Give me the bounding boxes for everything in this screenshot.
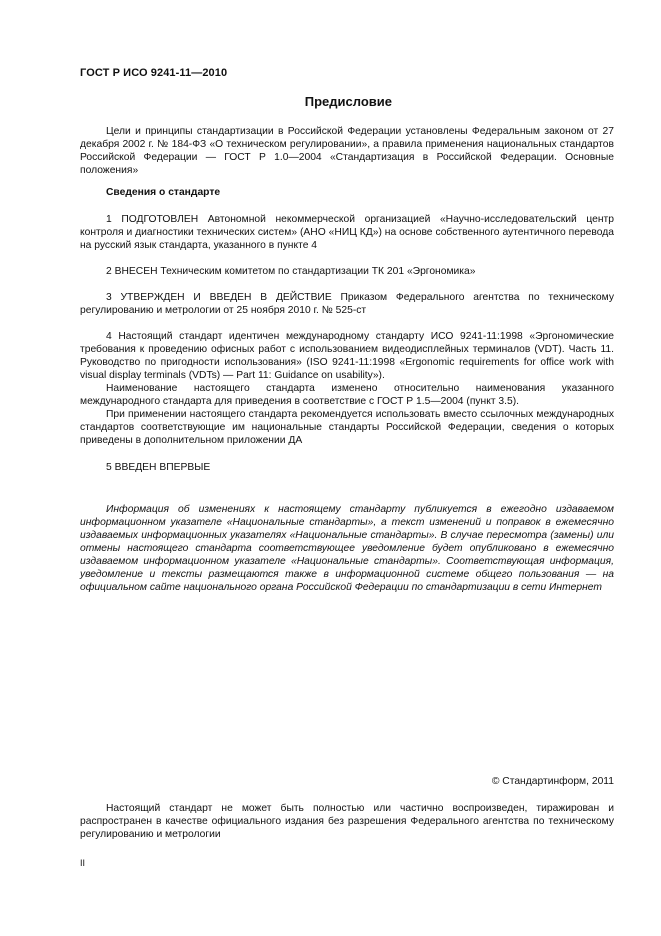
item-2-block <box>80 265 614 278</box>
item-4-note-2: При применении настоящего стандарта рекомендуется использовать вместо ссылочных международных стандартов соответствующие им национальные стандарты Российской Федерации, сведения о которых приведены в дополнительном приложении ДА <box>80 409 614 446</box>
info-heading-block <box>80 186 614 199</box>
intro-paragraph: Цели и принципы стандартизации в Российской Федерации установлены Федеральным законом от 27 декабря 2002 г. № 184-ФЗ «О техническом регулировании», а правила применения национальных стандартов Российской Федерации — ГОСТ Р 1.0—2004 «Стандартизация в Российской Федерации. Основные положения» <box>80 126 614 176</box>
reproduction-paragraph: Настоящий стандарт не может быть полностью или частично воспроизведен, тиражирован и распространен в качестве официального издания без разрешения Федерального агентства по техническому регулированию и метрологии <box>80 803 614 840</box>
item-2-paragraph: 2 ВНЕСЕН Техническим комитетом по стандартизации ТК 201 «Эргономика» <box>106 266 476 277</box>
item-5-block <box>80 461 614 474</box>
item-3-paragraph: 3 УТВЕРЖДЕН И ВВЕДЕН В ДЕЙСТВИЕ Приказом Федерального агентства по техническому регулированию и метрологии от 25 ноября 2010 г. № 525-ст <box>80 292 614 316</box>
reproduction-block <box>80 802 614 841</box>
section-title <box>80 94 614 109</box>
item-4-paragraph: 4 Настоящий стандарт идентичен международному стандарту ИСО 9241-11:1998 «Эргономические требования к проведению офисных работ с использованием видеодисплейных терминалов (VDT). Часть 11. Руководство по пригодности использования» (ISO 9241-11:1998 «Ergonomic requirements for office work with visual display terminals (VDTs) — Part 11: Guidance on usability»). <box>80 331 614 381</box>
item-5-paragraph: 5 ВВЕДЕН ВПЕРВЫЕ <box>106 462 211 473</box>
copyright-line: © Стандартинформ, 2011 <box>491 776 614 787</box>
document-code-header: ГОСТ Р ИСО 9241-11—2010 <box>80 67 228 79</box>
item-4-note-1: Наименование настоящего стандарта изменено относительно наименования указанного международного стандарта для приведения в соответствие с ГОСТ Р 1.5—2004 (пункт 3.5). <box>80 383 614 407</box>
page-number: II <box>80 858 86 868</box>
item-3-block <box>80 291 614 317</box>
intro-block <box>80 125 614 177</box>
section-title-text: Предисловие <box>304 94 392 109</box>
notice-block <box>80 503 614 594</box>
item-1-block <box>80 213 614 252</box>
item-4-block <box>80 330 614 447</box>
item-1-paragraph: 1 ПОДГОТОВЛЕН Автономной некоммерческой организацией «Научно-исследовательский центр контроля и диагностики технических систем» (АНО «НИЦ КД») на основе собственного аутентичного перевода на русский язык стандарта, указанного в пункте 4 <box>80 214 614 251</box>
notice-paragraph: Информация об изменениях к настоящему стандарту публикуется в ежегодно издаваемом информационном указателе «Национальные стандарты», а текст изменений и поправок в ежемесячно издаваемых информационных указателях «Национальные стандарты». В случае пересмотра (замены) или отмены настоящего стандарта соответствующее уведомление будет опубликовано в ежемесячно издаваемом информационном указателе «Национальные стандарты». Соответствующая информация, уведомление и тексты размещаются также в информационной системе общего пользования — на официальном сайте национального органа Российской Федерации по стандартизации в сети Интернет <box>80 504 614 593</box>
info-heading: Сведения о стандарте <box>106 187 221 198</box>
